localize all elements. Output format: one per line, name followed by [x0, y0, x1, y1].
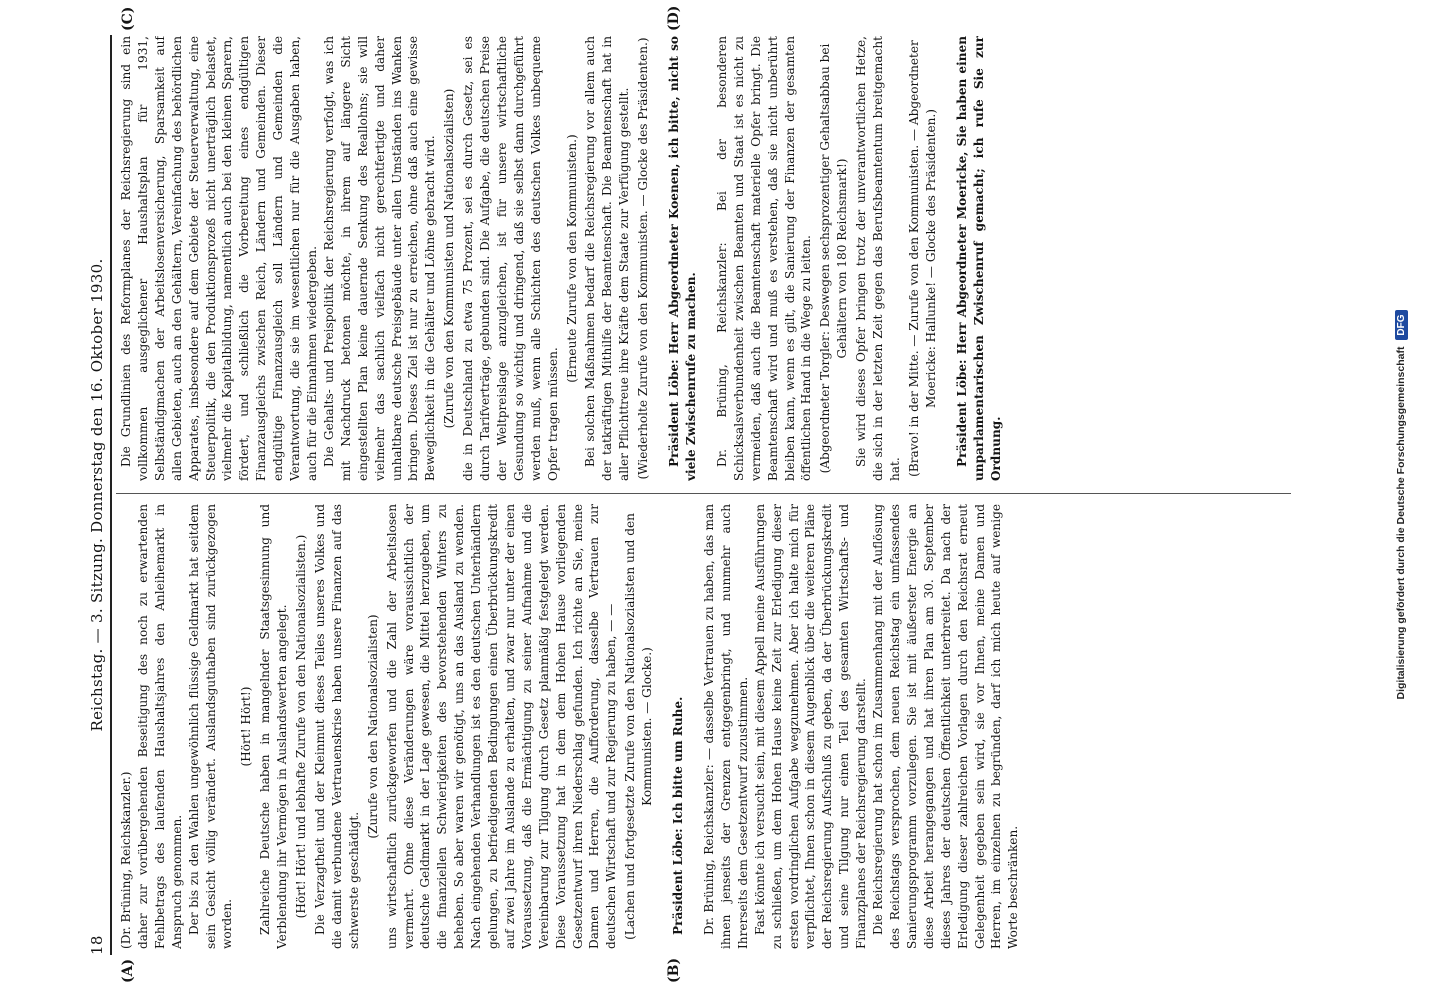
paragraph: Die Reichsregierung hat schon im Zusammenhang mit der Auflösung des Reichstags versprochen, dem neuen Reichstag ein umfassendes Sanierungsprogramm vorzulegen. Sie ist mit äußerster Energie an diese Arbeit herangegangen und hat ihren Plan am 30. September dieses Jahres der deutschen Öffentlichkeit unterbreitet. Da nach der Erledigung dieser zahlreichen Vorlagen durch den Reichsrat erneut Gelegenheit gegeben sein wird, sie vor Ihnen, meine Damen und Herren, im einzelnen zu begründen, darf ich mich heute auf wenige Worte beschränken. — [871, 504, 1021, 949]
president-remark: Präsident Löbe: Herr Abgeordneter Koenen, ich bitte, nicht so viele Zwischenrufe zu machen. — [667, 36, 698, 481]
speaker-reference: (Dr. Brüning, Reichskanzler.) — [119, 771, 133, 949]
paragraph: die in Deutschland zu etwa 75 Prozent, sei es durch Gesetz, sei es durch Tarifverträge, gebunden sind. Die Aufgabe, die deutschen Preise der Weltpreislage anzugleichen, ist für unsere wirtschaftliche Gesundung so wichtig und dringend, daß sie selbst dann durchgeführt werden muß, wenn alle Schichten des deutschen Volkes unbequeme Opfer tragen müssen. — [461, 36, 560, 481]
margin-marker-b: (B) — [666, 957, 682, 983]
paragraph: Dr. Brüning, Reichskanzler: Bei der besonderen Schicksalsverbundenheit zwischen Beamten und Staat ist es nicht zu vermeiden, daß auch die Beamtenschaft materielle Opfer bringt. Die Beamtenschaft wird und muß es verstehen, daß sie nicht unberührt bleiben kann, wenn es gilt, die Sanierung der Finanzen der gesamten öffentlichen Hand in die Wege zu leiten. — [714, 36, 814, 481]
interjection: (Hört! Hört! und lebhafte Zurufe von den Nationalsozialisten.) — [294, 534, 309, 919]
paragraph: daher zur vorübergehenden Beseitigung des noch zu erwartenden Fehlbetrags des laufenden Haushaltsjahres den Anleihemarkt in Anspruch genommen. — [135, 504, 184, 949]
paragraph: Bei solchen Maßnahmen bedarf die Reichsregierung vor allem auch der tatkräftigen Mithilfe der Beamtenschaft. Die Beamtenschaft hat in aller Pflichttreue ihre Kräfte dem Staate zur Verfügung gestellt. — [583, 36, 632, 481]
paragraph: Die Verzagtheit und der Kleinmut dieses Teiles unseres Volkes und die damit verbundene Vertrauenskrise haben unsere Finanzen auf das schwerste geschädigt. — [312, 504, 361, 949]
paragraph: Sie wird dieses Opfer bringen trotz der unverantwortlichen Hetze, die sich in der letzten Zeit gegen das Berufsbeamtentum breitgemacht hat. — [854, 36, 902, 481]
page-header — [86, 35, 110, 955]
margin-marker-a: (A) — [120, 958, 136, 983]
page-number: 18 — [88, 935, 106, 955]
dfg-logo: DFG — [1395, 311, 1408, 340]
left-column — [118, 504, 1290, 949]
paragraph: Die Gehalts- und Preispolitik der Reichsregierung verfolgt, was ich mit Nachdruck betonen möchte, in ihrem auf längere Sicht eingestellten Plan keine dauernde Senkung des Reallohns; sie will vielmehr das sachlich vielfach nicht gerechtfertigte und daher unhaltbare deutsche Preisgebäude unter allen Umständen ins Wanken bringen. Dieses Ziel ist nur zu erreichen, ohne daß auch eine gewisse Beweglichkeit in die Gehälter und Löhne gebracht wird. — [321, 36, 438, 481]
president-remark: Präsident Löbe: Herr Abgeordneter Moericke, Sie haben einen unparlamentarischen Zwischenruf gemacht; ich rufe Sie zur Ordnung. — [954, 36, 1003, 481]
right-column — [118, 36, 1290, 481]
interjection: (Zurufe von den Kommunisten und Nationalsozialisten) — [442, 88, 457, 429]
page-title: Reichstag. — 3. Sitzung. Donnerstag den 16. Oktober 1930. — [88, 258, 106, 732]
margin-marker-d: (D) — [666, 5, 682, 31]
paragraph: Die Grundlinien des Reformplanes der Reichsregierung sind ein vollkommen ausgeglichener Haushaltsplan für 1931, Selbständigmachen der Arbeitslosenversicherung, Sparsamkeit auf allen Gebieten, auch an den Gehältern, Vereinfachung des behördlichen Apparates, insbesondere auf dem Gebiete der Steuerverwaltung, eine Steuerpolitik, die den Produktionsprozeß nicht unerträglich belastet, vielmehr die Kapitalbildung, namentlich auch bei den kleinen Sparern, fördert, und schließlich die Vorbereitung eines endgültigen Finanzausgleichs zwischen Reich, Ländern und Gemeinden. Dieser endgültige Finanzausgleich soll Ländern und Gemeinden die Verantwortung, die sie im wesentlichen nur für die Ausgaben haben, auch für die Einnahmen wiedergeben. — [119, 36, 319, 481]
paragraph: uns wirtschaftlich zurückgeworfen und die Zahl der Arbeitslosen vermehrt. Ohne diese Veränderungen wäre voraussichtlich der deutsche Geldmarkt in der Lage gewesen, die Mittel herzugeben, um die finanziellen Schwierigkeiten des bevorstehenden Winters zu beheben. So aber waren wir genötigt, uns an das Ausland zu wenden. Nach eingehenden Verhandlungen ist es den deutschen Unterhändlern gelungen, zu befriedigenden Bedingungen einen Überbrückungskredit auf zwei Jahre im Auslande zu erhalten, und zwar nur unter der einen Voraussetzung, daß die Ermächtigung zu seiner Aufnahme und die Vereinbarung zur Tilgung durch Gesetz planmäßig festgelegt werden. Diese Voraussetzung hat in dem dem Hohen Hause vorliegenden Gesetzentwurf ihren Niederschlag gefunden. Ich richte an Sie, meine Damen und Herren, die Aufforderung, dasselbe Vertrauen zur deutschen Wirtschaft und zur Regierung zu haben, — — — [384, 504, 619, 949]
interjection: (Bravo! in der Mitte. — Zurufe von den Kommunisten. — Abgeordneter Moericke: Hallunke! — Glocke des Präsidenten.) — [906, 40, 938, 477]
digitization-credit — [1395, 10, 1417, 1000]
interjection: (Abgeordneter Torgler: Deswegen sechsprozentiger Gehaltsabbau bei Gehältern von 180 Reichsmark!) — [818, 43, 850, 474]
interjection: (Wiederholte Zurufe von den Kommunisten. — Glocke des Präsidenten.) — [636, 37, 651, 480]
paragraph: Der bis zu den Wahlen ungewöhnlich flüssige Geldmarkt hat seitdem sein Gesicht völlig verändert. Auslandsguthaben sind zurückgezogen worden. — [186, 504, 235, 949]
interjection: (Zurufe von den Nationalsozialisten) — [365, 614, 380, 839]
interjection: (Lachen und fortgesetzte Zurufe von den Nationalsozialisten und den Kommunisten. — Glocke.) — [623, 513, 655, 940]
interjection: (Erneute Zurufe von den Kommunisten.) — [564, 134, 579, 383]
credit-text: Digitalisierung gefördert durch die Deutsche Forschungsgemeinschaft — [1395, 346, 1407, 700]
paragraph: Fast könnte ich versucht sein, mit diesem Appell meine Ausführungen zu schließen, um dem Hohen Hause keine Zeit zur Erledigung dieser ersten vordringlichen Aufgabe wegzunehmen. Aber ich halte mich für verpflichtet, Ihnen schon in diesem Augenblick über die weiteren Pläne der Reichsregierung Aufschluß zu geben, da der Überbrückungskredit und seine Tilgung nur einen Teil des gesamten Wirtschafts- und Finanzplanes der Reichsregierung darstellt. — [752, 504, 869, 949]
paragraph: Zahlreiche Deutsche haben in mangelnder Staatsgesinnung und Verblendung ihr Vermögen in Auslandswerten angelegt. — [258, 504, 290, 949]
margin-marker-c: (C) — [120, 6, 136, 31]
interjection: (Hört! Hört!) — [239, 686, 254, 767]
column-divider — [116, 493, 1291, 494]
header-rule — [110, 35, 112, 955]
rotated-page-content — [86, 5, 1296, 983]
paragraph: Dr. Brüning, Reichskanzler: — dasselbe Vertrauen zu haben, das man ihnen jenseits der Grenzen entgegenbringt, und nunmehr auch Ihrerseits dem Gesetzentwurf zuzustimmen. — [702, 504, 750, 949]
president-remark: Präsident Löbe: Ich bitte um Ruhe. — [671, 696, 686, 935]
